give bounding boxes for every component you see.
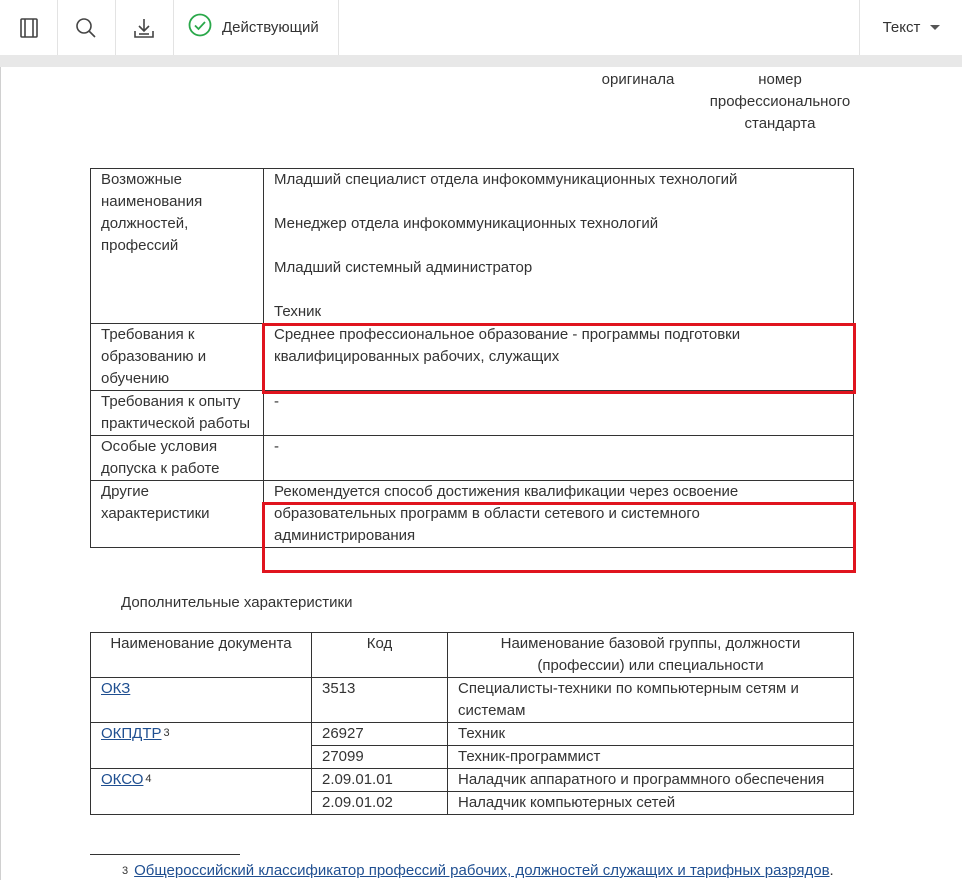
row-label: Особые условия допуска к работе — [91, 436, 264, 481]
row-label: Требования к опыту практической работы — [91, 391, 264, 436]
value-paragraph: Рекомендуется способ достижения квалификации через освоение образовательных программ в области сетевого и системного администрирования — [274, 483, 739, 544]
header-fragment-original: оригинала — [601, 71, 675, 88]
footnote — [122, 860, 834, 882]
document-cell — [91, 678, 312, 723]
download-button[interactable] — [115, 0, 174, 55]
footnote-link[interactable]: Общероссийский классификатор профессий рабочих, должностей служащих и тарифных разрядов — [134, 862, 830, 879]
row-label: Другие характеристики — [91, 481, 264, 548]
footnote-ref[interactable]: 3 — [163, 727, 170, 739]
classifier-link[interactable]: ОКПДТР — [101, 725, 162, 742]
qualification-row — [91, 324, 854, 391]
value-paragraph: - — [274, 393, 279, 410]
name-cell: Техник — [448, 723, 854, 746]
row-value — [264, 391, 854, 436]
name-cell: Техник-программист — [448, 746, 854, 769]
classifier-link[interactable]: ОКЗ — [101, 680, 131, 697]
footnote-ref[interactable]: 4 — [145, 773, 152, 785]
table-row — [91, 723, 854, 746]
header-row — [91, 633, 854, 678]
qualification-table — [90, 168, 854, 548]
download-icon — [133, 17, 155, 39]
column-header: Код — [312, 633, 448, 678]
row-value — [264, 324, 854, 391]
value-paragraph: Младший системный администратор — [274, 259, 533, 276]
footnote-trail: . — [829, 862, 834, 879]
value-paragraph: - — [274, 438, 279, 455]
code-cell: 2.09.01.02 — [312, 792, 448, 815]
row-value — [264, 169, 854, 324]
document-cell — [91, 769, 312, 815]
search-button[interactable] — [57, 0, 116, 55]
value-paragraph: Младший специалист отдела инфокоммуникационных технологий — [274, 171, 738, 188]
qualification-row — [91, 436, 854, 481]
header-fragment-number: номер профессионального стандарта — [709, 71, 851, 132]
additional-characteristics-table — [90, 632, 854, 815]
view-mode-label: Текст — [882, 19, 921, 36]
table-row — [91, 769, 854, 792]
qualification-row — [91, 481, 854, 548]
contents-icon — [18, 17, 40, 39]
footnote-divider — [90, 854, 240, 855]
additional-characteristics-caption: Дополнительные характеристики — [121, 594, 353, 611]
document-cell — [91, 723, 312, 769]
table-row — [91, 678, 854, 723]
view-mode-dropdown[interactable] — [859, 0, 962, 55]
value-paragraph: Техник — [274, 303, 322, 320]
column-header: Наименование документа — [91, 633, 312, 678]
footnote-number: 3 — [122, 865, 129, 877]
status-badge[interactable] — [173, 0, 339, 55]
classifier-link[interactable]: ОКСО — [101, 771, 144, 788]
qualification-row — [91, 391, 854, 436]
column-header: Наименование базовой группы, должности (профессии) или специальности — [448, 633, 854, 678]
name-cell: Наладчик компьютерных сетей — [448, 792, 854, 815]
name-cell: Специалисты-техники по компьютерным сетям и системам — [448, 678, 854, 723]
row-value — [264, 481, 854, 548]
row-value — [264, 436, 854, 481]
status-label: Действующий — [222, 19, 319, 36]
code-cell: 3513 — [312, 678, 448, 723]
check-circle-icon — [188, 13, 212, 42]
qualification-row — [91, 169, 854, 324]
value-paragraph: Менеджер отдела инфокоммуникационных технологий — [274, 215, 659, 232]
document-body — [0, 67, 962, 880]
contents-button[interactable] — [0, 0, 58, 55]
code-cell: 26927 — [312, 723, 448, 746]
toolbar-divider — [0, 55, 962, 67]
code-cell: 2.09.01.01 — [312, 769, 448, 792]
row-label: Возможные наименования должностей, профессий — [91, 169, 264, 324]
name-cell: Наладчик аппаратного и программного обеспечения — [448, 769, 854, 792]
toolbar — [0, 0, 962, 55]
search-icon — [75, 17, 97, 39]
code-cell: 27099 — [312, 746, 448, 769]
value-paragraph: Среднее профессиональное образование - программы подготовки квалифицированных рабочих, служащих — [274, 326, 741, 365]
chevron-down-icon — [930, 25, 940, 30]
row-label: Требования к образованию и обучению — [91, 324, 264, 391]
